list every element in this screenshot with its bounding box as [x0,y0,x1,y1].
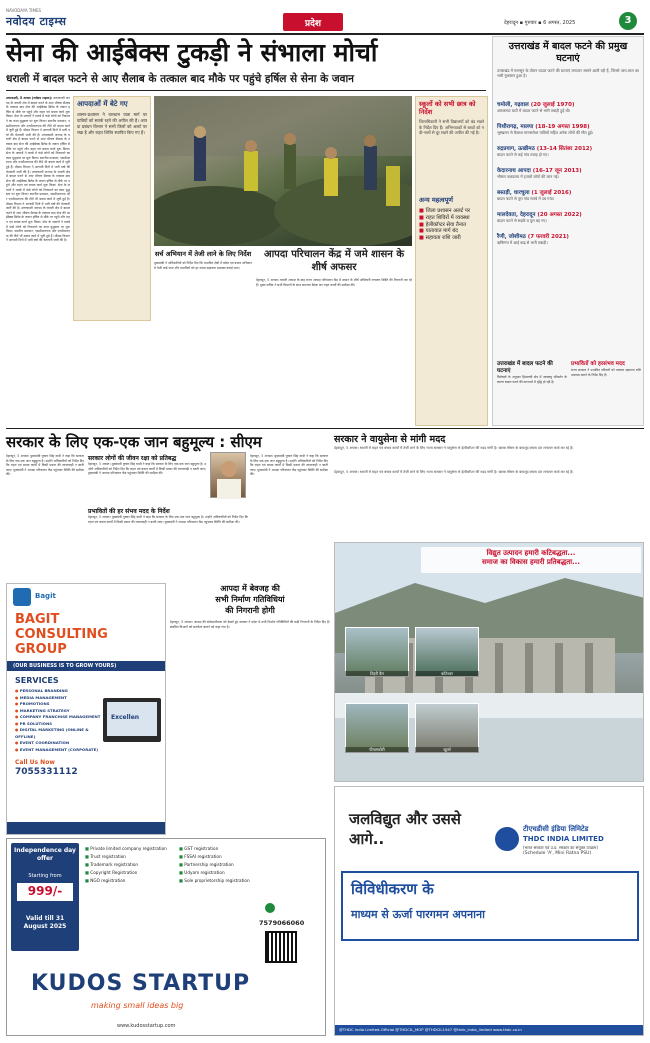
kudos-service-item: ■ Copyright Registration [85,870,138,875]
bagit-service-item: ● PROMOTIONS [15,701,50,706]
kudos-tagline: making small ideas big [91,1001,184,1010]
masthead [6,8,644,34]
lead-body-text-cont2: उत्तरकाशी जनपद के धराली क्षेत्र में बादल फटने से आए भीषण सैलाब के तत्काल बाद सेना की आईबेक्स ब्रिगेड के जवान हर्षिल से मौके पर पहुंचे और राहत एवं बचाव कार्य शुरू किया। सेना के जवानों ने मलबे में फंसे लोगों को निकालने का काम युद्धस्तर पर शुरू किया। स्थानीय प्रशासन, एसडीआरएफ और एनडीआरएफ की टीमें भी बचाव कार्य में जुटी हुई हैं। मौसम विभाग ने आगामी दिनों में भारी वर्षा की चेतावनी जारी की है। [6,169,70,211]
thdc-sub-1: (भारत सरकार एवं उ.प्र. सरकार का संयुक्त उपक्रम) [523,845,598,850]
thdc-line-3: विविधीकरण के [351,880,434,898]
caption-title: सर्च अभियान में तेजी लाने के लिए निर्देश [154,250,252,258]
cr-headline: सरकार ने वायुसेना से मांगी मदद [334,434,446,445]
lead-body-text-cont3: उत्तरकाशी जनपद के धराली क्षेत्र में बादल फटने से आए भीषण सैलाब के तत्काल बाद सेना की आईबेक्स ब्रिगेड के जवान हर्षिल से मौके पर पहुंचे और राहत एवं बचाव कार्य शुरू किया। सेना के जवानों ने मलबे में फंसे लोगों को निकालने का काम युद्धस्तर पर शुरू किया। स्थानीय प्रशासन, एसडीआरएफ और एनडीआरएफ की टीमें भी बचाव कार्य में जुटी हुई हैं। मौसम विभाग ने आगामी दिनों में भारी वर्षा की चेतावनी जारी की है। [6,206,70,243]
kudos-offer-title: Independence day offer [14,847,76,862]
bagit-service-item: ● PERSONAL BRANDING [15,688,68,693]
box-left-body: शासन-प्रशासन ने चारधाम यात्रा मार्ग पर यात्रियों को सतर्क रहने की अपील की है। आपदा प्रबंधन विभाग ने सभी जिलों को अलर्ट पर रखा है और राहत शिविर स्थापित किए गए हैं। [77,112,147,135]
cr-body: देहरादून, 5 अगस्त। धराली में राहत एवं बचाव कार्यों में तेजी लाने के लिए राज्य सरकार ने वायुसेना से हेलीकॉप्टर की मदद मांगी है। खराब मौसम के बावजूद बचाव दल लगातार कार्य कर रहे हैं। [334,446,574,450]
bagit-service-item: ● COMPANY FRANCHISE MANAGEMENT [15,714,101,719]
hydro-headline-2: सभी निर्माण गतिविधियां [215,595,285,604]
sidebar-event: पिथौरागढ़, मालपा (18-19 अगस्त 1998) भूस्खलन से कैलाश मानसरोवर यात्रियों सहित अनेक लोगों की मौत हुई। [497,124,594,135]
paper-name: नवोदय टाइम्स [6,15,67,28]
kudos-service-item: ■ Partnership registration [179,862,234,867]
bagit-service-item: ● PR SOLUTIONS [15,720,53,726]
caption-block [154,250,252,425]
kudos-website[interactable]: www.kudosstartup.com [117,1023,176,1029]
thdc-banner [421,547,641,573]
kudos-service-item: ■ Udyam registration [179,870,225,875]
bagit-ad [6,583,166,835]
bagit-tagline: (OUR BUSINESS IS TO GROW YOURS) [13,662,117,669]
bagit-brand: Bagit [35,592,56,600]
center-story-headline: आपदा परिचालन केंद्र में जमे शासन के शीर्ष अफसर [263,249,405,273]
rescue-photo-illustration [154,96,412,246]
dam-thumb-3-label: पीपलकोटी [345,747,409,753]
box-right-bullet: ■ राहत शिविरों में व्यवस्था [419,214,470,221]
hydro-headline-1: आपदा में बेवजह की [220,584,280,593]
page-number: 3 [624,15,632,26]
thdc-dam-ad [334,542,644,782]
sidebar-col-1 [497,361,567,415]
kudos-price: 999/- [27,884,63,898]
sidebar-col-1-body: विशेषज्ञों के अनुसार हिमालयी क्षेत्र में जलवायु परिवर्तन के कारण बादल फटने की घटनाओं में वृद्धि हो रही है। [497,375,567,384]
cm-photo [210,452,246,498]
thdc-company-hi: टीएचडीसी इंडिया लिमिटेड [523,825,589,833]
lead-headline: सेना की आईबेक्स टुकड़ी ने संभाला मोर्चा [6,38,378,67]
kudos-service-item: ■ Trademark registration [85,862,139,867]
bagit-service-item: ● MEDIA MANAGEMENT [15,694,67,700]
bagit-title-1: BAGIT [15,612,60,627]
kudos-phone[interactable]: 7579066060 [259,919,305,927]
cm-body-col4: देहरादून, 5 अगस्त। मुख्यमंत्री पुष्कर सिंह धामी ने कहा कि सरकार के लिए एक-एक जान बहुमूल्य है। उन्होंने अधिकारियों को निर्देश दिए कि राहत एवं बचाव कार्यों में किसी प्रकार की लापरवाही न बरती जाए। मुख्यमंत्री ने आपदा परिचालन केंद्र पहुंचकर स्थिति की समीक्षा की। [250,454,328,477]
cm-kicker-2: प्रभावितों की हर संभव मदद के निर्देश [88,508,170,515]
bagit-logo [13,588,31,606]
thdc-sub-2: (Schedule 'A', Mini Ratna PSU) [523,851,592,856]
dam-thumb-4-label: खुर्जा [415,747,479,753]
hydro-headline-3: की निगरानी होगी [225,606,275,615]
sidebar-title: उत्तराखंड में बादल फटने की प्रमुख घटनाएं [508,41,628,64]
kudos-service-item: ■ NGO registration [85,878,126,883]
cm-body-col3: देहरादून, 5 अगस्त। मुख्यमंत्री पुष्कर सिंह धामी ने कहा कि सरकार के लिए एक-एक जान बहुमूल्य है। उन्होंने अधिकारियों को निर्देश दिए कि राहत एवं बचाव कार्यों में किसी प्रकार की लापरवाही न बरती जाए। मुख्यमंत्री ने आपदा परिचालन केंद्र पहुंचकर स्थिति की समीक्षा की। [88,515,248,524]
cm-body-col1: देहरादून, 5 अगस्त। मुख्यमंत्री पुष्कर सिंह धामी ने कहा कि सरकार के लिए एक-एक जान बहुमूल्य है। उन्होंने अधिकारियों को निर्देश दिए कि राहत एवं बचाव कार्यों में किसी प्रकार की लापरवाही न बरती जाए। मुख्यमंत्री ने आपदा परिचालन केंद्र पहुंचकर स्थिति की समीक्षा की। [6,454,84,477]
kudos-services-col2 [179,845,271,885]
sidebar-event: बस्तड़ी, धारचूला (1 जुलाई 2016) बादल फटने से पूरा गांव मलबे में दब गया। [497,190,572,201]
bagit-services [15,688,105,753]
sidebar-col-2-body: राज्य सरकार ने प्रभावित परिवारों को तत्काल सहायता राशि उपलब्ध कराने के निर्देश दिए हैं। [571,368,641,377]
bagit-title-3: GROUP [15,642,67,657]
bagit-excellence: Excellen [111,714,140,721]
box-right-bullets [419,208,484,242]
sidebar-event: चमोली, गढ़वाल (20 जुलाई 1970) अलकनंदा घाटी में बादल फटने से भारी तबाही हुई थी। [497,102,575,113]
bagit-service-item: ● EVENT COORDINATION [15,740,70,745]
cr-body-cont: देहरादून, 5 अगस्त। धराली में राहत एवं बचाव कार्यों में तेजी लाने के लिए राज्य सरकार ने वायुसेना से हेलीकॉप्टर की मदद मांगी है। खराब मौसम के बावजूद बचाव दल लगातार कार्य कर रहे हैं। [334,470,574,474]
lead-rule [6,90,486,91]
rescue-photo [154,96,412,246]
sidebar-panel [492,36,644,426]
box-left-title: आपदाओं में बेटे गए [77,100,128,108]
cm-headline: सरकार के लिए एक-एक जान बहुमूल्य : सीएम [6,433,262,451]
bagit-service-item: ● DIGITAL MARKETING (ONLINE & OFFLINE) [15,727,89,739]
sidebar-intro: उत्तराखंड में मानसून के दौरान बादल फटने की घटनाएं लगातार सामने आती रही हैं, जिनसे जान-माल का भारी नुकसान हुआ है। [497,68,639,78]
hydro-body: देहरादून, 5 अगस्त। आपदा की संवेदनशीलता को देखते हुए सरकार ने प्रदेश में सभी निर्माण गतिविधियों की कड़ी निगरानी के निर्देश दिए हैं। संबंधित विभागों को सतर्कता बरतने को कहा गया है। [170,620,330,629]
masthead-rule [6,33,644,35]
sidebar-event: मालदेवता, देहरादून (20 अगस्त 2022) बादल फटने से सड़कें व पुल बह गए। [497,212,582,223]
kudos-service-item: ■ FSSAI registration [179,854,222,859]
dam-thumb-4 [415,703,479,753]
lead-body-text-cont: उत्तरकाशी जनपद के धराली क्षेत्र में बादल फटने से आए भीषण सैलाब के तत्काल बाद सेना की आईबेक्स ब्रिगेड के जवान हर्षिल से मौके पर पहुंचे और राहत एवं बचाव कार्य शुरू किया। सेना के जवानों ने मलबे में फंसे लोगों को निकालने का काम युद्धस्तर पर शुरू किया। स्थानीय प्रशासन, एसडीआरएफ और एनडीआरएफ की टीमें भी बचाव कार्य में जुटी हुई हैं। मौसम विभाग ने आगामी दिनों में भारी वर्षा की चेतावनी जारी की है। [6,132,70,174]
dateline: देहरादून ▪ गुरुवार ▪ 6 अगस्त, 2025 [504,20,576,26]
box-right-title: स्कूलों को सभी छात्र को निर्देश [419,100,476,116]
cm-body-col2: देहरादून, 5 अगस्त। मुख्यमंत्री पुष्कर सिंह धामी ने कहा कि सरकार के लिए एक-एक जान बहुमूल्य है। उन्होंने अधिकारियों को निर्देश दिए कि राहत एवं बचाव कार्यों में किसी प्रकार की लापरवाही न बरती जाए। मुख्यमंत्री ने आपदा परिचालन केंद्र पहुंचकर स्थिति की समीक्षा की। [88,462,206,476]
thdc-line-4: माध्यम से ऊर्जा पारगमन अपनाना [351,908,485,921]
lead-body-col1 [6,96,70,426]
dam-thumb-1 [345,627,409,677]
box-right-bullet: ■ सहायता राशि जारी [419,235,461,242]
thdc-logo [495,827,519,851]
kudos-starting-from: Starting from [28,873,62,879]
section-name: प्रदेश [304,19,322,29]
thdc-banner-line2: समाज का विकास हमारी प्रतिबद्धता... [481,558,581,566]
sidebar-col-1-title: उत्तराखंड में बादल फटने की घटनाएं [497,361,553,374]
kudos-service-item: ■ Private limited company registration [85,846,167,851]
dam-thumb-2 [415,627,479,677]
bagit-call-label: Call Us Now [15,759,55,766]
kudos-service-item: ■ Trust registration [85,854,126,859]
box-right-bullet: ■ यातायात मार्ग बंद [419,228,458,235]
bagit-title-2: CONSULTING [15,627,108,642]
sidebar-event: रैणी, जोशीमठ (7 फरवरी 2021) ऋषिगंगा में आई बाढ़ से भारी तबाही। [497,234,569,245]
box-right-bullet: ■ जिला प्रशासन अलर्ट पर [419,208,470,214]
sidebar-event: रुद्रप्रयाग, ऊखीमठ (13-14 सितंबर 2012) बादल फटने से कई गांव तबाह हो गए। [497,146,593,157]
thdc-line-1: जलविद्युत और उससे [349,810,461,828]
box-right-sub-title: अन्य महत्वपूर्ण [419,196,453,204]
bagit-footer-bar [7,822,166,835]
sidebar-col-2-title: प्रभावितों को हरसंभव मदद [571,361,625,367]
kudos-valid-till: Valid till 31 August 2025 [23,915,67,930]
masthead-small-line: NAVODAYA TIMES [6,8,42,13]
cm-portrait [211,453,247,499]
sidebar-event: केदारनाथ आपदा (16-17 जून 2013) भीषण जलप्रलय में हजारों लोगों की जान गई। [497,168,582,179]
bagit-services-title: SERVICES [15,676,59,685]
caption-body: मुख्यमंत्री ने अधिकारियों को निर्देश दिए कि प्रभावित क्षेत्रों में खोज एवं बचाव अभियान में तेजी लाई जाए और प्रभावितों को हर संभव सहायता उपलब्ध कराई जाए। [154,261,252,270]
kudos-service-item: ■ GST registration [179,846,219,851]
sidebar-col-2 [571,361,641,408]
thdc-footer: @THDC India Limited-Official @THDCIL_MOP @THDCIL1947 @thdc_india_limited www.thdc.co.in [339,1027,522,1032]
box-right-bullet: ■ हेलीकॉप्टर सेवा तैनात [419,221,467,228]
lead-subhead: धराली में बादल फटने से आए सैलाब के तत्काल बाद मौके पर पहुंचे हर्षिल से सेना के जवान [6,73,354,85]
center-story [256,248,412,426]
thdc-banner-line1: विद्युत उत्पादन हमारी कटिबद्धता... [486,549,576,557]
thdc-line-2: आगे.. [349,830,385,848]
bagit-service-item: ● EVENT MANAGEMENT (CORPORATE) [15,746,99,752]
box-left [73,96,151,321]
cm-kicker-1: सरकार लोगों की जीवन रक्षा को प्रतिबद्ध [88,455,177,462]
bagit-phone[interactable]: 7055331112 [15,767,78,777]
kudos-qr-code[interactable] [265,931,297,963]
kudos-services-col1 [85,845,177,885]
lead-body-text: उत्तरकाशी जनपद के धराली क्षेत्र में बादल फटने से आए भीषण सैलाब के तत्काल बाद सेना की आईबेक्स ब्रिगेड के जवान हर्षिल से मौके पर पहुंचे और राहत एवं बचाव कार्य शुरू किया। सेना के जवानों ने मलबे में फंसे लोगों को निकालने का काम युद्धस्तर पर शुरू किया। स्थानीय प्रशासन, एसडीआरएफ और एनडीआरएफ की टीमें भी बचाव कार्य में जुटी हुई हैं। मौसम विभाग ने आगामी दिनों में भारी वर्षा की चेतावनी जारी की है। [6,96,70,137]
box-right-body: जिलाधिकारी ने सभी विद्यालयों को बंद रखने के निर्देश दिए हैं। अभिभावकों से बच्चों को नदी-नालों से दूर रखने की अपील की गई है। [419,119,484,136]
center-story-body: देहरादून, 5 अगस्त। धराली आपदा के बाद राज्य आपदा परिचालन केंद्र में शासन के शीर्ष अधिकारी लगातार स्थिति की निगरानी कर रहे हैं। मुख्य सचिव ने सभी विभागों के साथ समन्वय बैठक कर राहत कार्यों की समीक्षा की। [256,278,412,287]
hydro-story [170,583,330,835]
kudos-service-item: ■ Sole proprietorship registration [179,878,250,883]
dam-thumb-1-label: टिहरी डैम [345,671,409,677]
thdc-bottom-ad [334,786,644,1036]
box-right [415,96,488,426]
dam-thumb-2-label: कोटेश्वर [415,671,479,677]
kudos-phone-icon [265,903,275,913]
section-rule [6,428,644,429]
thdc-company-en: THDC INDIA LIMITED [523,835,604,843]
dam-thumb-3 [345,703,409,753]
lead-dateline: उत्तरकाशी, 5 अगस्त (नवोदय टाइम्स): [6,96,53,100]
kudos-brand: KUDOS STARTUP [31,971,251,996]
bagit-service-item: ● MARKETING STRATEGY [15,707,70,713]
kudos-ad [6,838,326,1036]
